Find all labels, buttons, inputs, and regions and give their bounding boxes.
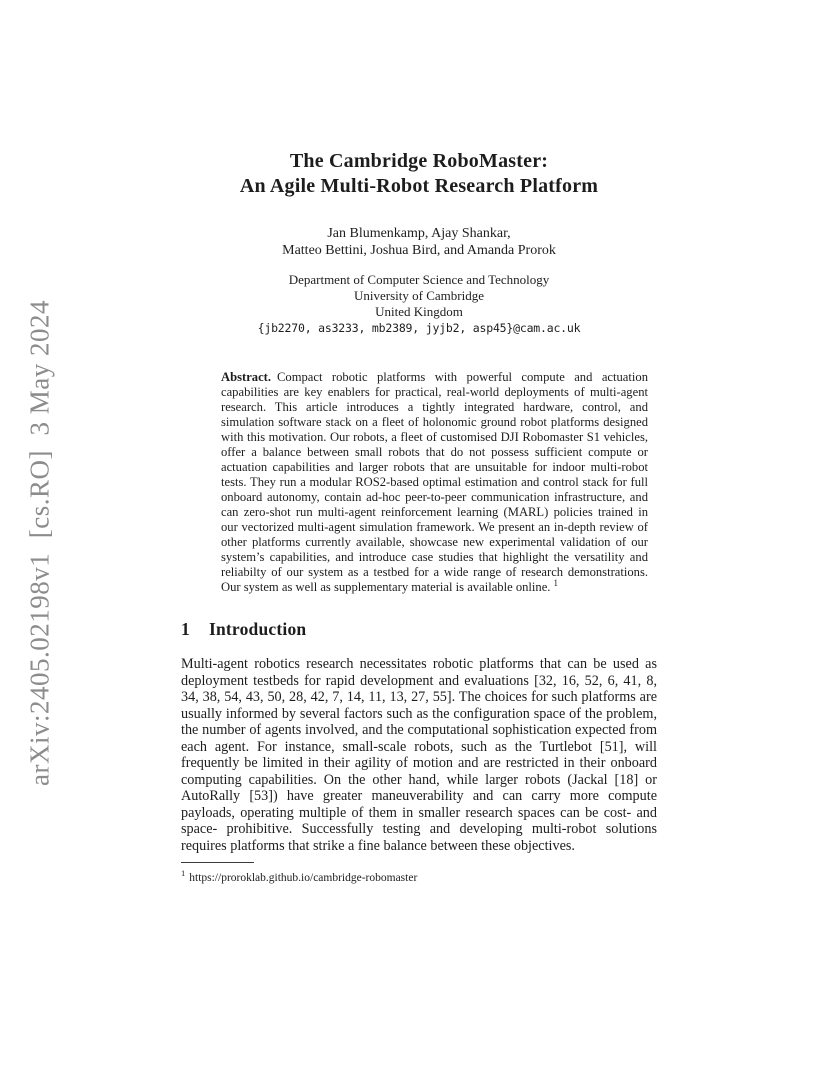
abstract-footnote-mark: 1 [553, 577, 558, 588]
author-list [181, 225, 657, 259]
paper-title [181, 149, 657, 199]
abstract [181, 370, 657, 595]
footnote-mark: 1 [181, 868, 186, 878]
affiliation-block [181, 272, 657, 336]
abstract-label: Abstract. [221, 370, 272, 384]
paper-title-line-1: The Cambridge RoboMaster: [289, 150, 549, 172]
footnote-url-link[interactable]: https://proroklab.github.io/cambridge-robomaster [189, 871, 418, 884]
authors-line-1: Jan Blumenkamp, Ajay Shankar, [327, 226, 511, 241]
abstract-text: Compact robotic platforms with powerful compute and actuation capabilities are key enablers for practical, real-world deployments of multi-agent research. This article introduces a tightly integrated hardware, control, and simulation software stack on a fleet of holonomic ground robot platforms designed with this motivation. Our robots, a fleet of customised DJI Robomaster S1 vehicles, offer a balance between small robots that do not possess sufficient compute or actuation capabilities and larger robots that are unsuitable for indoor multi-robot tests. They run a modular ROS2-based optimal estimation and control stack for full onboard autonomy, contain ad-hoc peer-to-peer communication infrastructure, and can zero-shot run multi-agent reinforcement learning (MARL) policies trained in our vectorized multi-agent simulation framework. We present an in-depth review of other platforms currently available, showcase new experimental validation of our system’s capabilities, and introduce case studies that highlight the versatility and reliabilty of our system as a testbed for a wide range of research demonstrations. Our system as well as supplementary material is available online. [221, 370, 648, 594]
author-emails: {jb2270, as3233, mb2389, jyjb2, asp45}@cam.ac.uk [257, 321, 581, 335]
affiliation-university: University of Cambridge [354, 288, 484, 303]
paper-content [181, 0, 657, 885]
affiliation-department: Department of Computer Science and Technology [288, 272, 550, 287]
arxiv-watermark: arXiv:2405.02198v1 [cs.RO] 3 May 2024 [24, 300, 55, 786]
affiliation-country: United Kingdom [375, 304, 463, 319]
authors-line-2: Matteo Bettini, Joshua Bird, and Amanda Prorok [282, 243, 556, 258]
section-1-heading [181, 619, 657, 640]
footnote [181, 866, 657, 885]
section-1-number: 1 [181, 619, 190, 639]
section-1-title: Introduction [208, 619, 307, 639]
introduction-paragraph: Multi-agent robotics research necessitates robotic platforms that can be used as deployment testbeds for rapid development and evaluations [32, 16, 52, 6, 41, 8, 34, 38, 54, 43, 50, 28, 42, 7, 14, 11, 13, 27, 55]. The choices for such platforms are usually informed by several factors such as the configuration space of the problem, the number of agents involved, and the computational sophistication expected from each agent. For instance, small-scale robots, such as the Turtlebot [51], will frequently be limited in their agility of motion and are restricted in their onboard computing capabilities. On the other hand, while larger robots (Jackal [18] or AutoRally [53]) have greater maneuverability and can carry more compute payloads, operating multiple of them in smaller research spaces can be cost- and space- prohibitive. Successfully testing and developing multi-robot solutions requires platforms that strike a fine balance between these objectives. [181, 656, 657, 854]
footnote-divider [181, 862, 254, 863]
paper-title-line-2: An Agile Multi-Robot Research Platform [239, 175, 599, 197]
